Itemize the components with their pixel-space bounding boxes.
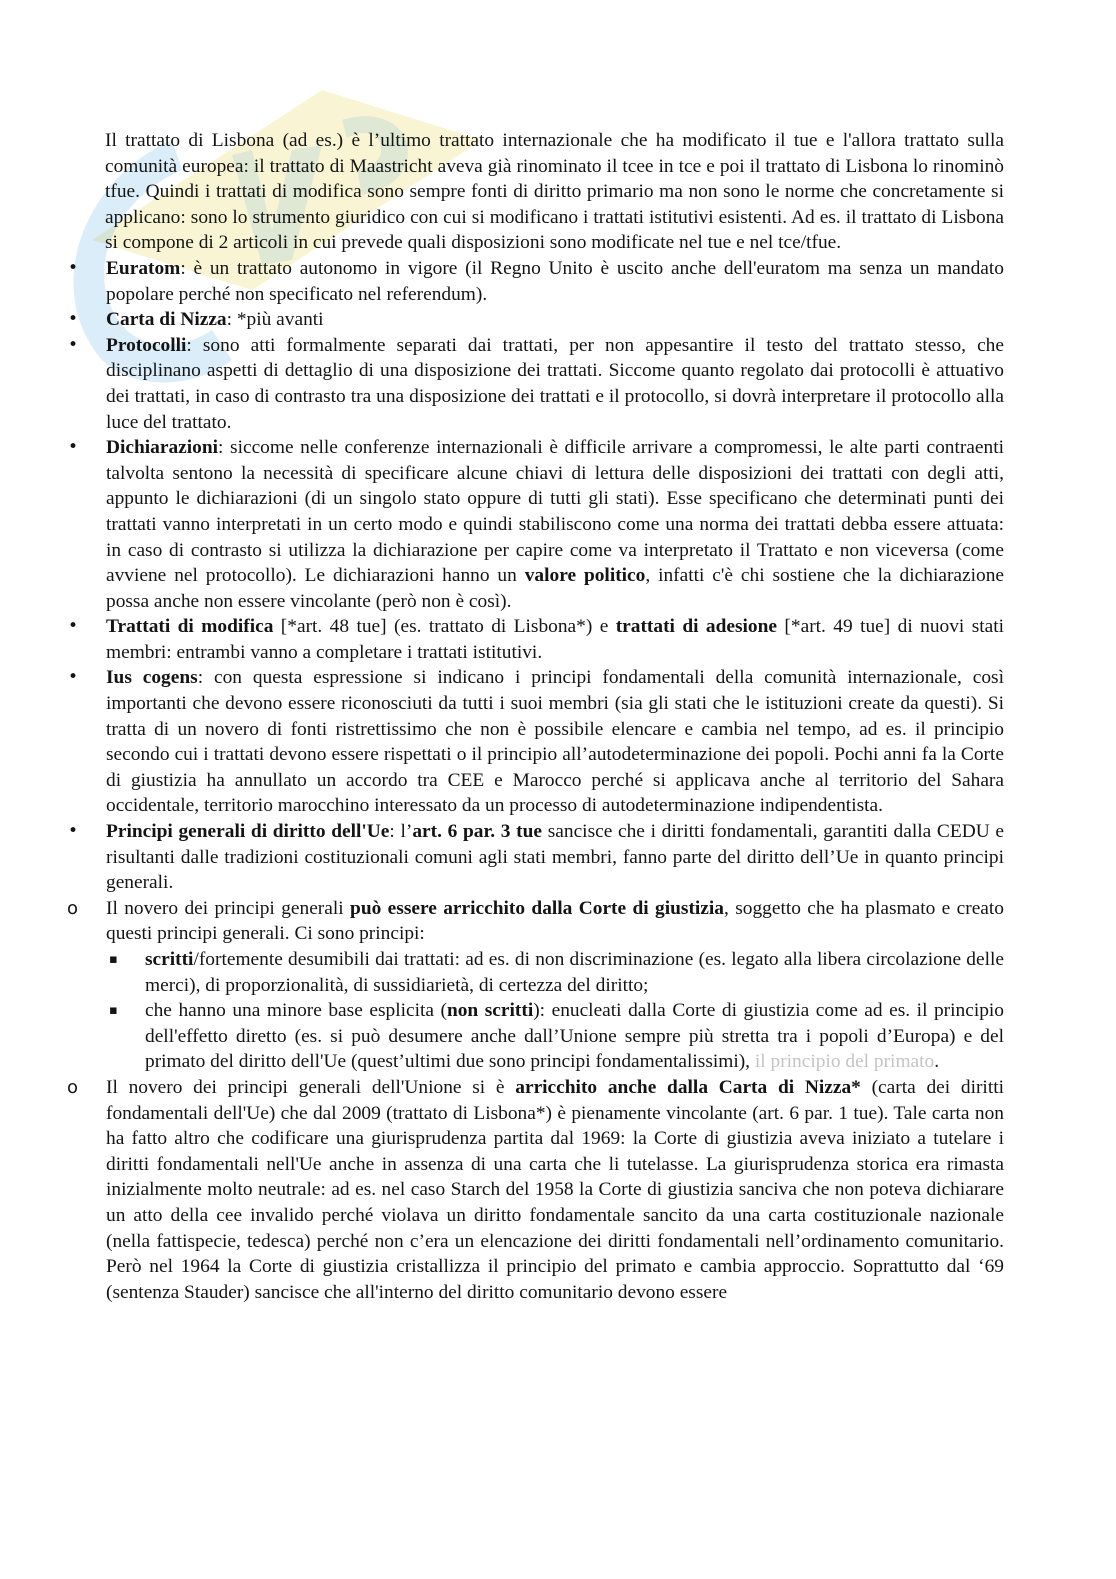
square-item-scritti xyxy=(105,947,1004,998)
circle-marker: o xyxy=(67,1076,79,1098)
bold-art-6-par-3: art. 6 par. 3 tue xyxy=(412,821,543,843)
term-dichiarazioni: Dichiarazioni xyxy=(106,437,219,459)
text-non-scritti-end: . xyxy=(934,1051,940,1073)
term-protocolli: Protocolli xyxy=(106,334,187,356)
circle-item-corte-di-giustizia xyxy=(67,896,1005,947)
term-ius-cogens: Ius cogens xyxy=(106,667,198,689)
bold-arricchito-nizza: arricchito anche dalla Carta di Nizza* xyxy=(515,1076,861,1098)
bullet-protocolli xyxy=(68,333,1004,435)
text-circle-2a: Il novero dei principi generali dell'Unione si è xyxy=(106,1076,516,1098)
bullet-marker: • xyxy=(68,667,79,688)
text-non-scritti-1: che hanno una minore base esplicita ( xyxy=(145,1000,447,1022)
bold-scritti: scritti xyxy=(145,949,194,970)
document-body xyxy=(67,128,1005,1305)
faded-text-principio-del-primato: il principio del primato xyxy=(754,1051,935,1073)
text-ius-cogens: : con questa espressione si indicano i principi fondamentali della comunità internazionale, così importanti che devono essere riconosciuti da tutti i suoi membri (sia gli stati che le istituzioni create da questi). Si tratta di un novero di fonti ristrettissimo che non è possibile elencare e cambia nel tempo, ad es. il principio secondo cui i trattati devono essere rispettati o il principio all’autodeterminazione dei popoli. Pochi anni fa la Corte di giustizia ha annullato un accordo tra CEE e Marocco perché si applicava anche al territorio del Sahara occidentale, territorio marocchino interessato da un processo di autodeterminazione indipendentista. xyxy=(106,667,1004,817)
bullet-marker: • xyxy=(68,309,79,330)
bullet-euratom xyxy=(68,256,1004,307)
square-marker: ▪ xyxy=(109,952,118,967)
bullet-trattati-di-modifica xyxy=(68,614,1005,665)
text-protocolli: : sono atti formalmente separati dai trattati, per non appesantire il testo del trattato stesso, che disciplinano aspetti di dettaglio di una disposizione dei trattati. Siccome quanto regolato dai protocolli è attuativo dei trattati, in caso di contrasto tra una disposizione dei trattati e il protocollo, si dovrà interpretare il protocollo alla luce del trattato. xyxy=(106,334,1004,433)
intro-paragraph: Il trattato di Lisbona (ad es.) è l’ultimo trattato internazionale che ha modificato il tue e l'allora trattato sulla comunità europea: il trattato di Maastricht aveva già rinominato il tcee in tce e poi il trattato di Lisbona lo rinominò tfue. Quindi i trattati di modifica sono sempre fonti di diritto primario ma non sono le norme che concretamente si applicano: sono lo strumento giuridico con cui si modificano i trattati istitutivi esistenti. Ad es. il trattato di Lisbona si compone di 2 articoli in cui prevede quali disposizioni sono modificate nel tue e nel tce/tfue. xyxy=(105,130,1004,254)
bullet-marker: • xyxy=(68,821,79,842)
text-principi-2: sancisce che i diritti fondamentali, garantiti dalla CEDU e risultanti dalle tradizioni costituzionali comuni agli stati membri, fanno parte del diritto dell’Ue in quanto principi generali. xyxy=(106,821,1004,894)
bold-non-scritti: non scritti xyxy=(446,1000,534,1022)
bold-valore-politico: valore politico xyxy=(524,565,646,587)
bullet-ius-cogens xyxy=(68,665,1004,819)
bullet-marker: • xyxy=(68,257,79,278)
bold-arricchito-corte: può essere arricchito dalla Corte di giustizia xyxy=(350,897,724,919)
bullet-marker: • xyxy=(68,334,79,355)
text-carta-di-nizza: : *più avanti xyxy=(226,309,324,331)
term-euratom: Euratom xyxy=(106,257,181,279)
bullet-carta-di-nizza xyxy=(68,307,1004,333)
square-marker: ▪ xyxy=(109,1003,118,1019)
term-trattati-di-adesione: trattati di adesione xyxy=(615,616,778,638)
circle-item-carta-di-nizza xyxy=(67,1075,1004,1305)
term-principi-generali: Principi generali di diritto dell'Ue xyxy=(106,821,390,843)
text-dichiarazioni-1: : siccome nelle conferenze internazionali è difficile arrivare a compromessi, le alte parti contraenti talvolta sentono la necessità di specificare alcune chiavi di lettura delle disposizioni dei trattati con degli atti, appunto le dichiarazioni (di un singolo stato oppure di tutti gli stati). Esse specificano che determinati punti dei trattati vanno interpretati in un certo modo e quindi stabiliscono come una norma dei trattati debba essere attuata: in caso di contrasto si utilizza la dichiarazione per capire come va interpretato il Trattato e non viceversa (come avviene nel protocollo). Le dichiarazioni hanno un xyxy=(106,437,1004,587)
text-non-scritti-2: ): enucleati dalla Corte di giustizia come ad es. il principio dell'effetto diretto (es. si può desumere anche dall’Unione sempre più stretta tra i popoli d’Europa) e del primato del diritto dell'Ue (quest’ultimi due sono principi fondamentalissimi), xyxy=(145,1000,1004,1073)
bullet-principi-generali xyxy=(68,819,1004,896)
bullet-marker: • xyxy=(68,616,79,637)
text-circle-1b: , soggetto che ha plasmato e creato questi principi generali. Ci sono principi: xyxy=(106,897,1005,945)
bullet-dichiarazioni xyxy=(68,435,1004,614)
text-scritti: /fortemente desumibili dai trattati: ad es. di non discriminazione (es. legato alla libera circolazione delle merci), di proporzionalità, di sussidiarietà, di certezza del diritto; xyxy=(145,949,1004,996)
term-trattati-di-modifica: Trattati di modifica xyxy=(106,616,274,638)
circle-marker: o xyxy=(67,897,79,919)
text-dichiarazioni-2: , infatti c'è chi sostiene che la dichiarazione possa anche non essere vincolante (però non è così). xyxy=(106,565,1004,612)
text-modifica-2: [*art. 49 tue] di nuovi stati membri: entrambi vanno a completare i trattati istitutivi. xyxy=(106,616,1005,663)
text-circle-2b: (carta dei diritti fondamentali dell'Ue) che dal 2009 (trattato di Lisbona*) è pienamente vincolante (art. 6 par. 1 tue). Tale carta non ha fatto altro che codificare una giurisprudenza partita dal 1969: la Corte di giustizia aveva iniziato a tutelare i diritti fondamentali nell'Ue anche in assenza di una carta che li tutelasse. La giurisprudenza storica era rimasta inizialmente molto neutrale: ad es. nel caso Starch del 1958 la Corte di giustizia sanciva che non poteva dichiarare un atto della cee invalido perché violava un diritto fondamentale sancito da una carta costituzionale nazionale (nella fattispecie, tedesca) perché non c’era un elencazione dei diritti fondamentali nell’ordinamento comunitario. Però nel 1964 la Corte di giustizia cristallizza il principio del primato e cambia approccio. Soprattutto dal ‘69 (sentenza Stauder) sancisce che all'interno del diritto comunitario devono essere xyxy=(106,1076,1004,1303)
square-item-non-scritti xyxy=(105,998,1004,1075)
bullet-marker: • xyxy=(68,437,79,458)
text-euratom: : è un trattato autonomo in vigore (il Regno Unito è uscito anche dell'euratom ma senza un mandato popolare perché non specificato nel referendum). xyxy=(106,257,1004,305)
term-carta-di-nizza: Carta di Nizza xyxy=(106,309,227,331)
text-circle-1a: Il novero dei principi generali xyxy=(106,897,351,919)
text-principi-1: : l’ xyxy=(389,821,413,843)
text-modifica-1: [*art. 48 tue] (es. trattato di Lisbona*) e xyxy=(273,616,616,638)
